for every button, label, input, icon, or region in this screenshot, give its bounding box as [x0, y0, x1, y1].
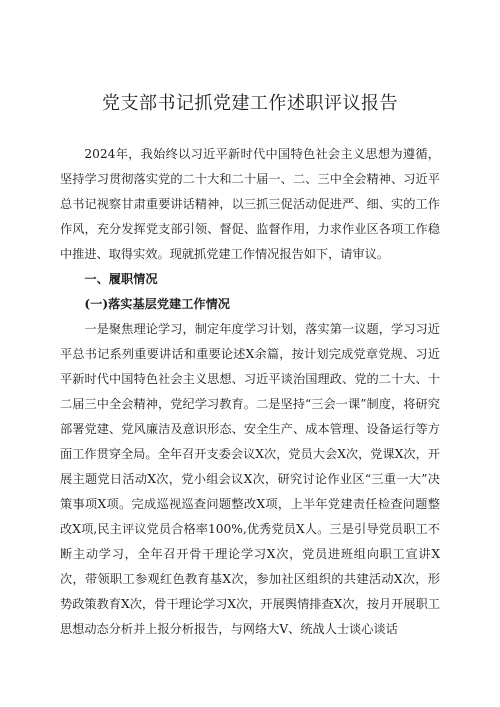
body-paragraph: 一是聚焦理论学习，制定年度学习计划，落实第一议题，学习习近平总书记系列重要讲话和重要论述X余篇，按计划完成党章党规、习近平新时代中国特色社会主义思想、习近平谈治国理政、党的二十大、十二届三中全会精神，党纪学习教育。二是坚持“三会一课”制度，将研究部署党建、党风廉洁及意识形态、安全生产、成本管理、设备运行等方面工作贯穿全局。全年召开支委会议X次，党员大会X次，党课X次，开展主题党日活动X次，党小组会议X次，研究讨论作业区“三重一大”决策事项X项。完成巡视巡查问题整改X项，上半年党建责任检查问题整改X项,民主评议党员合格率100%,优秀党员X人。三是引导党员职工不断主动学习，全年召开骨干理论学习X次，党员进班组向职工宣讲X次，带领职工参观红色教育基X次，参加社区组织的共建活动X次，形势政策教育X次，骨干理论学习X次，开展舆情排查X次，按月开展职工思想动态分析并上报分析报告，与网络大V、统战人士谈心谈话 — [60, 322, 440, 636]
intro-paragraph: 2024年，我始终以习近平新时代中国特色社会主义思想为遵循，坚持学习贯彻落实党的二十大和二十届一、二、三中全会精神、习近平总书记视察甘肃重要讲话精神，以三抓三促活动促进严、细、实的工作作风，充分发挥党支部引领、督促、监督作用，力求作业区各项工作稳中推进、取得实效。现就抓党建工作情况报告如下，请审议。 — [60, 147, 440, 261]
subsection-heading: (一)落实基层党建工作情况 — [84, 297, 230, 311]
document-title: 党支部书记抓党建工作述职评议报告 — [102, 93, 398, 114]
section-heading: 一、履职情况 — [84, 272, 158, 286]
